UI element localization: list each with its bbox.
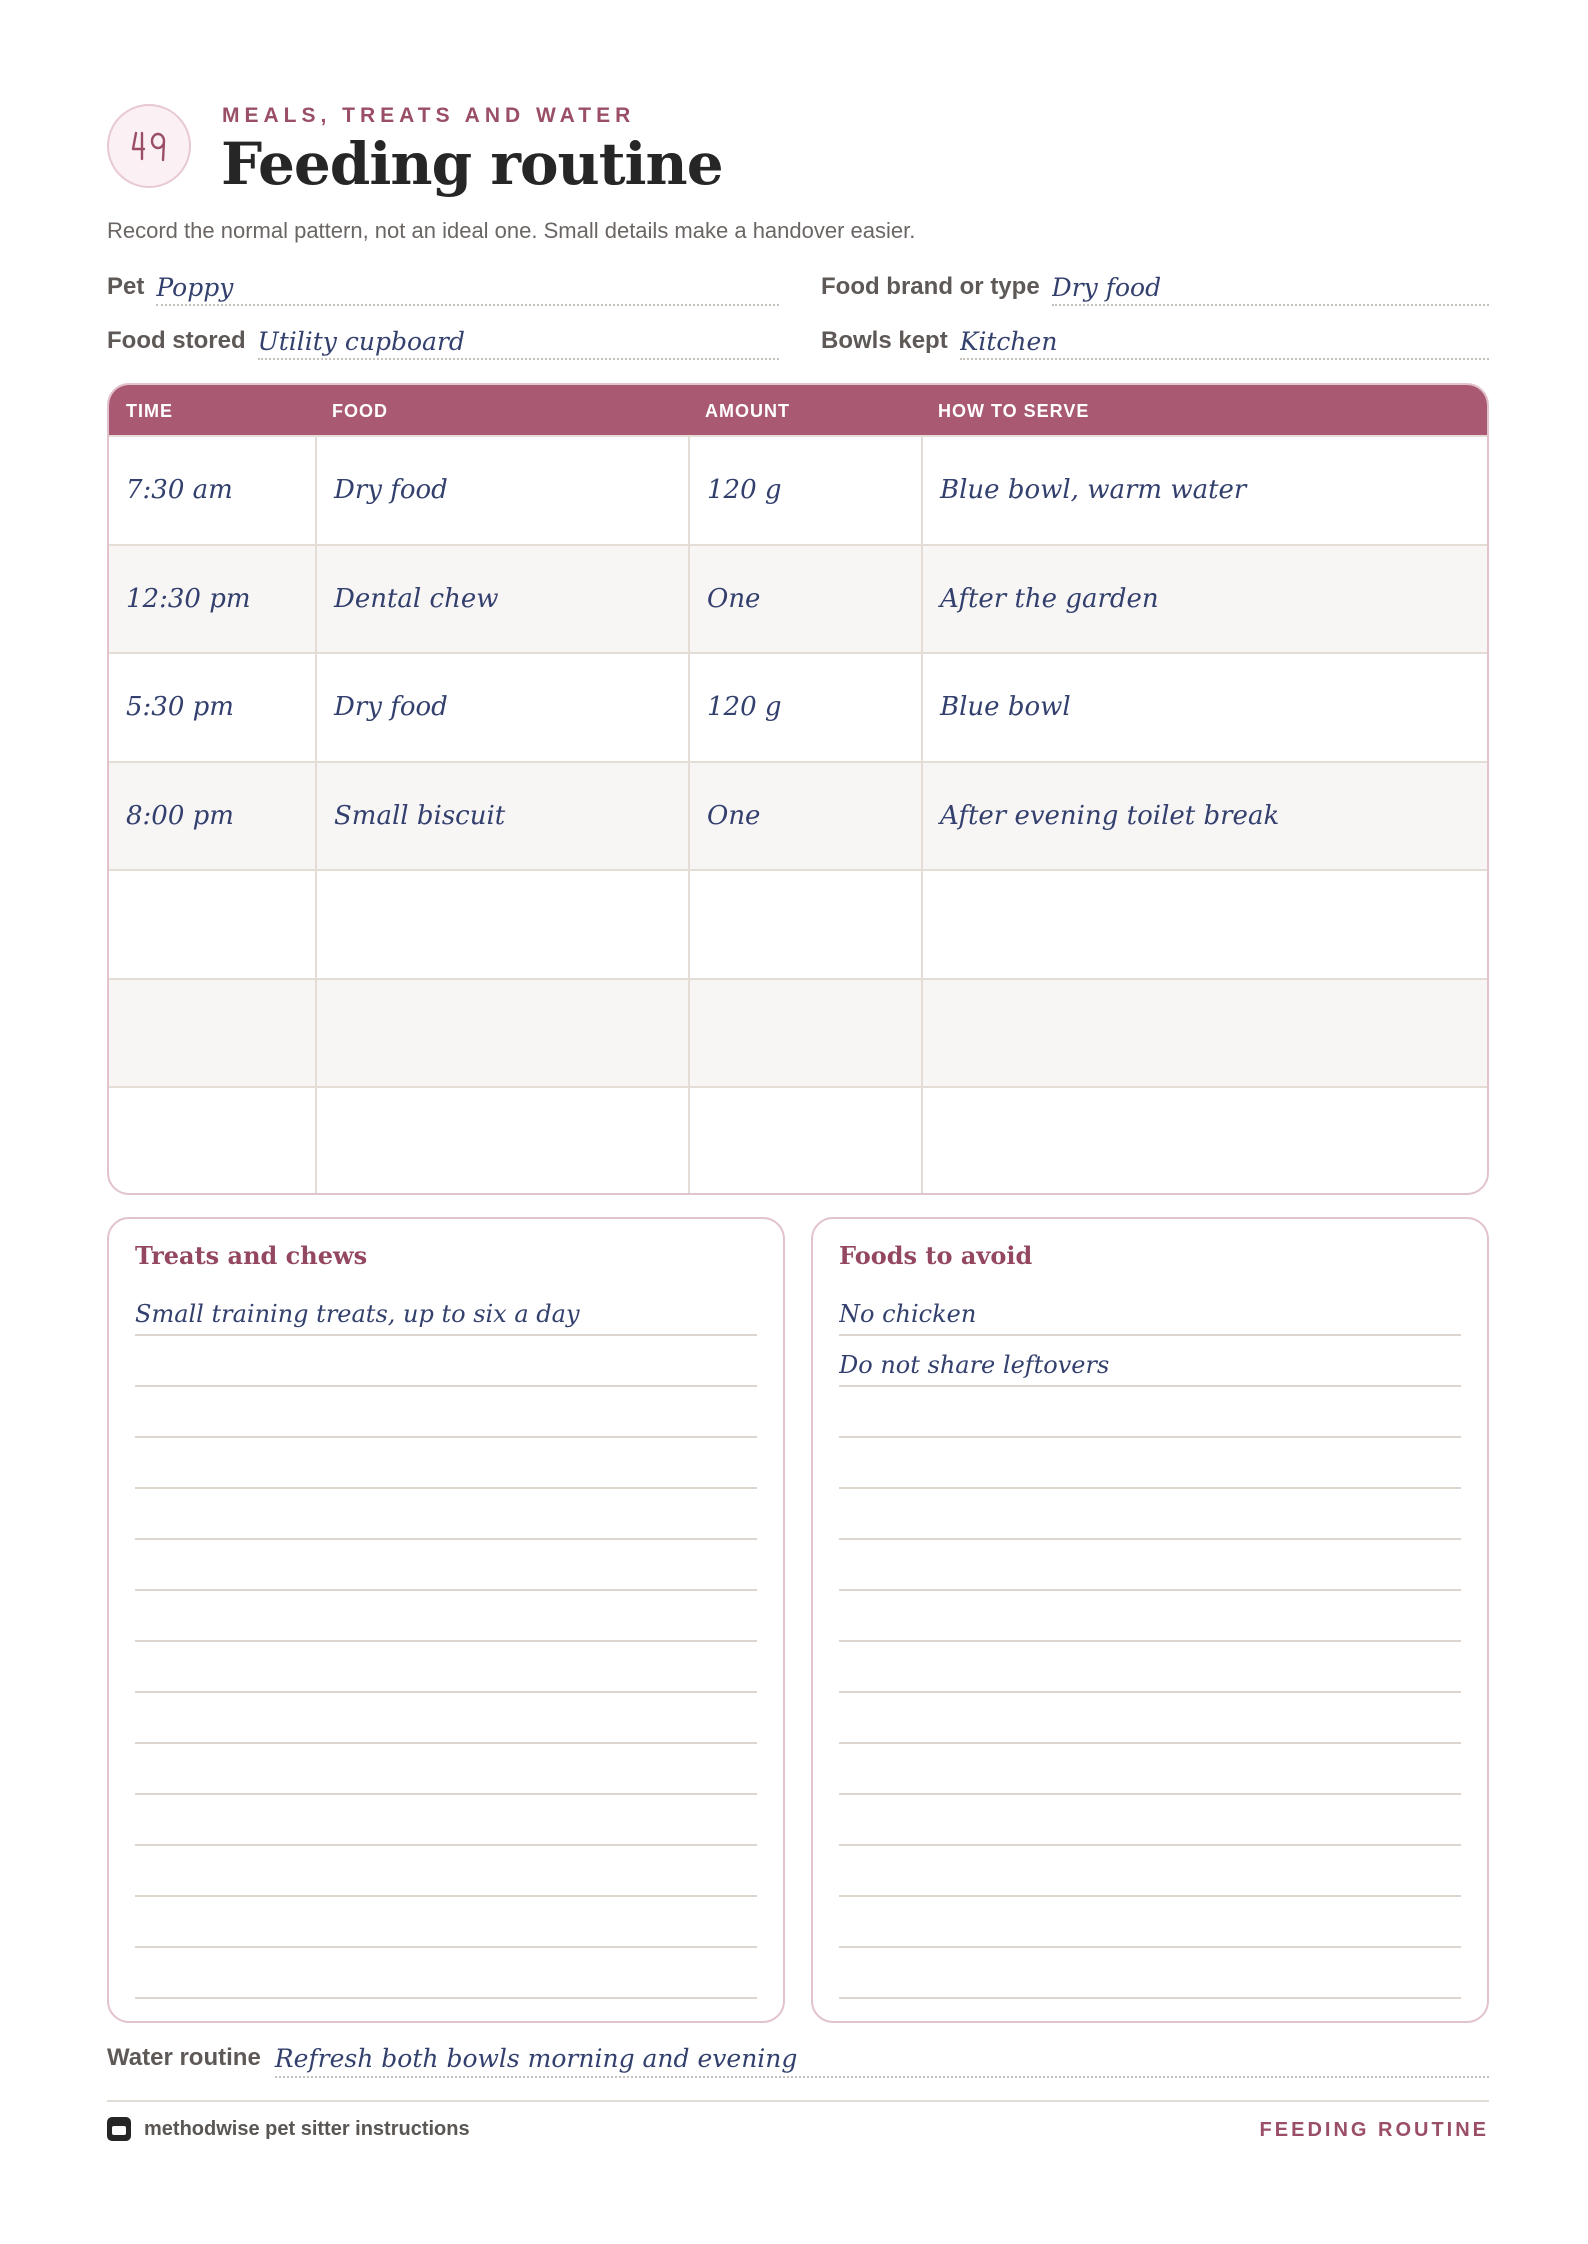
food-stored-value[interactable]: Utility cupboard bbox=[258, 327, 779, 360]
avoid-lines bbox=[839, 1285, 1461, 1999]
brand-logo-icon bbox=[107, 2117, 131, 2141]
cell-amount[interactable] bbox=[688, 980, 921, 1087]
food-stored-field bbox=[107, 320, 779, 360]
cell-food[interactable]: Dental chew bbox=[315, 546, 688, 653]
avoid-line[interactable] bbox=[839, 1948, 1461, 1999]
treats-line[interactable] bbox=[135, 1540, 757, 1591]
avoid-line[interactable] bbox=[839, 1897, 1461, 1948]
treats-line[interactable] bbox=[135, 1642, 757, 1693]
table-row bbox=[109, 1086, 1487, 1195]
treats-title: Treats and chews bbox=[135, 1241, 368, 1270]
cell-food[interactable]: Dry food bbox=[315, 654, 688, 761]
avoid-line[interactable] bbox=[839, 1591, 1461, 1642]
bowls-kept-field bbox=[821, 320, 1489, 360]
cell-time[interactable] bbox=[109, 871, 315, 978]
treats-line[interactable] bbox=[135, 1744, 757, 1795]
treats-line[interactable] bbox=[135, 1336, 757, 1387]
cell-amount[interactable]: One bbox=[688, 546, 921, 653]
cell-time[interactable]: 5:30 pm bbox=[126, 692, 234, 723]
treats-line[interactable]: Small training treats, up to six a day bbox=[135, 1285, 757, 1336]
table-row bbox=[109, 978, 1487, 1087]
table-header bbox=[109, 385, 1487, 435]
food-stored-label: Food stored bbox=[107, 327, 246, 354]
cell-time[interactable]: 12:30 pm bbox=[126, 583, 251, 614]
cell-time[interactable] bbox=[109, 1088, 315, 1195]
cell-amount[interactable]: 120 g bbox=[688, 437, 921, 544]
cell-how-to-serve[interactable] bbox=[921, 980, 1487, 1087]
bowls-kept-label: Bowls kept bbox=[821, 327, 948, 354]
bowls-kept-value[interactable]: Kitchen bbox=[960, 327, 1489, 360]
avoid-line[interactable] bbox=[839, 1744, 1461, 1795]
avoid-line[interactable] bbox=[839, 1693, 1461, 1744]
cell-amount[interactable]: 120 g bbox=[688, 654, 921, 761]
treats-line[interactable] bbox=[135, 1795, 757, 1846]
table-row bbox=[109, 652, 1487, 761]
page-number-49 bbox=[126, 123, 172, 169]
treats-line[interactable] bbox=[135, 1846, 757, 1897]
footer-brand bbox=[107, 2117, 470, 2141]
water-routine-label: Water routine bbox=[107, 2044, 261, 2071]
table-row bbox=[109, 761, 1487, 870]
treats-line[interactable] bbox=[135, 1387, 757, 1438]
food-brand-field bbox=[821, 266, 1489, 306]
treats-line[interactable] bbox=[135, 1897, 757, 1948]
cell-how-to-serve[interactable]: After evening toilet break bbox=[921, 763, 1487, 870]
treats-lines bbox=[135, 1285, 757, 1999]
table-row bbox=[109, 544, 1487, 653]
cell-time[interactable] bbox=[109, 980, 315, 1087]
treats-panel bbox=[107, 1217, 785, 2023]
water-routine-field bbox=[107, 2036, 1489, 2078]
header-amount: AMOUNT bbox=[705, 401, 790, 421]
feeding-table bbox=[107, 383, 1489, 1195]
intro-text: Record the normal pattern, not an ideal one. Small details make a handover easier. bbox=[107, 218, 916, 243]
avoid-line[interactable]: Do not share leftovers bbox=[839, 1336, 1461, 1387]
header-how-to-serve: HOW TO SERVE bbox=[938, 401, 1090, 421]
page-number-badge bbox=[107, 104, 191, 188]
avoid-line[interactable]: No chicken bbox=[839, 1285, 1461, 1336]
treats-line[interactable] bbox=[135, 1489, 757, 1540]
cell-food[interactable] bbox=[315, 871, 688, 978]
treats-line[interactable] bbox=[135, 1693, 757, 1744]
header-time: TIME bbox=[126, 401, 173, 421]
brand-name: methodwise pet sitter instructions bbox=[144, 2117, 470, 2140]
treats-line[interactable] bbox=[135, 1948, 757, 1999]
pet-label: Pet bbox=[107, 273, 145, 300]
cell-amount[interactable] bbox=[688, 1088, 921, 1195]
cell-food[interactable]: Small biscuit bbox=[315, 763, 688, 870]
avoid-line[interactable] bbox=[839, 1642, 1461, 1693]
avoid-line[interactable] bbox=[839, 1795, 1461, 1846]
cell-how-to-serve[interactable]: Blue bowl bbox=[921, 654, 1487, 761]
avoid-line[interactable] bbox=[839, 1540, 1461, 1591]
table-row bbox=[109, 435, 1487, 544]
page-title: Feeding routine bbox=[221, 130, 723, 198]
cell-food[interactable] bbox=[315, 980, 688, 1087]
section-eyebrow: MEALS, TREATS AND WATER bbox=[222, 104, 636, 127]
cell-how-to-serve[interactable]: After the garden bbox=[921, 546, 1487, 653]
footer-section-label: FEEDING ROUTINE bbox=[1259, 2119, 1489, 2141]
cell-amount[interactable]: One bbox=[688, 763, 921, 870]
cell-amount[interactable] bbox=[688, 871, 921, 978]
table-row bbox=[109, 869, 1487, 978]
food-brand-label: Food brand or type bbox=[821, 273, 1040, 300]
treats-line[interactable] bbox=[135, 1438, 757, 1489]
pet-value[interactable]: Poppy bbox=[156, 273, 779, 306]
pet-field bbox=[107, 266, 779, 306]
avoid-line[interactable] bbox=[839, 1846, 1461, 1897]
cell-food[interactable] bbox=[315, 1088, 688, 1195]
footer-divider bbox=[107, 2100, 1489, 2102]
cell-time[interactable]: 8:00 pm bbox=[126, 800, 234, 831]
header-food: FOOD bbox=[332, 401, 388, 421]
avoid-title: Foods to avoid bbox=[839, 1241, 1033, 1270]
cell-how-to-serve[interactable] bbox=[921, 1088, 1487, 1195]
water-routine-value[interactable]: Refresh both bowls morning and evening bbox=[275, 2044, 1489, 2078]
cell-how-to-serve[interactable] bbox=[921, 871, 1487, 978]
cell-food[interactable]: Dry food bbox=[315, 437, 688, 544]
avoid-line[interactable] bbox=[839, 1387, 1461, 1438]
avoid-panel bbox=[811, 1217, 1489, 2023]
treats-line[interactable] bbox=[135, 1591, 757, 1642]
food-brand-value[interactable]: Dry food bbox=[1052, 273, 1489, 306]
cell-time[interactable]: 7:30 am bbox=[126, 475, 233, 506]
cell-how-to-serve[interactable]: Blue bowl, warm water bbox=[921, 437, 1487, 544]
avoid-line[interactable] bbox=[839, 1438, 1461, 1489]
avoid-line[interactable] bbox=[839, 1489, 1461, 1540]
